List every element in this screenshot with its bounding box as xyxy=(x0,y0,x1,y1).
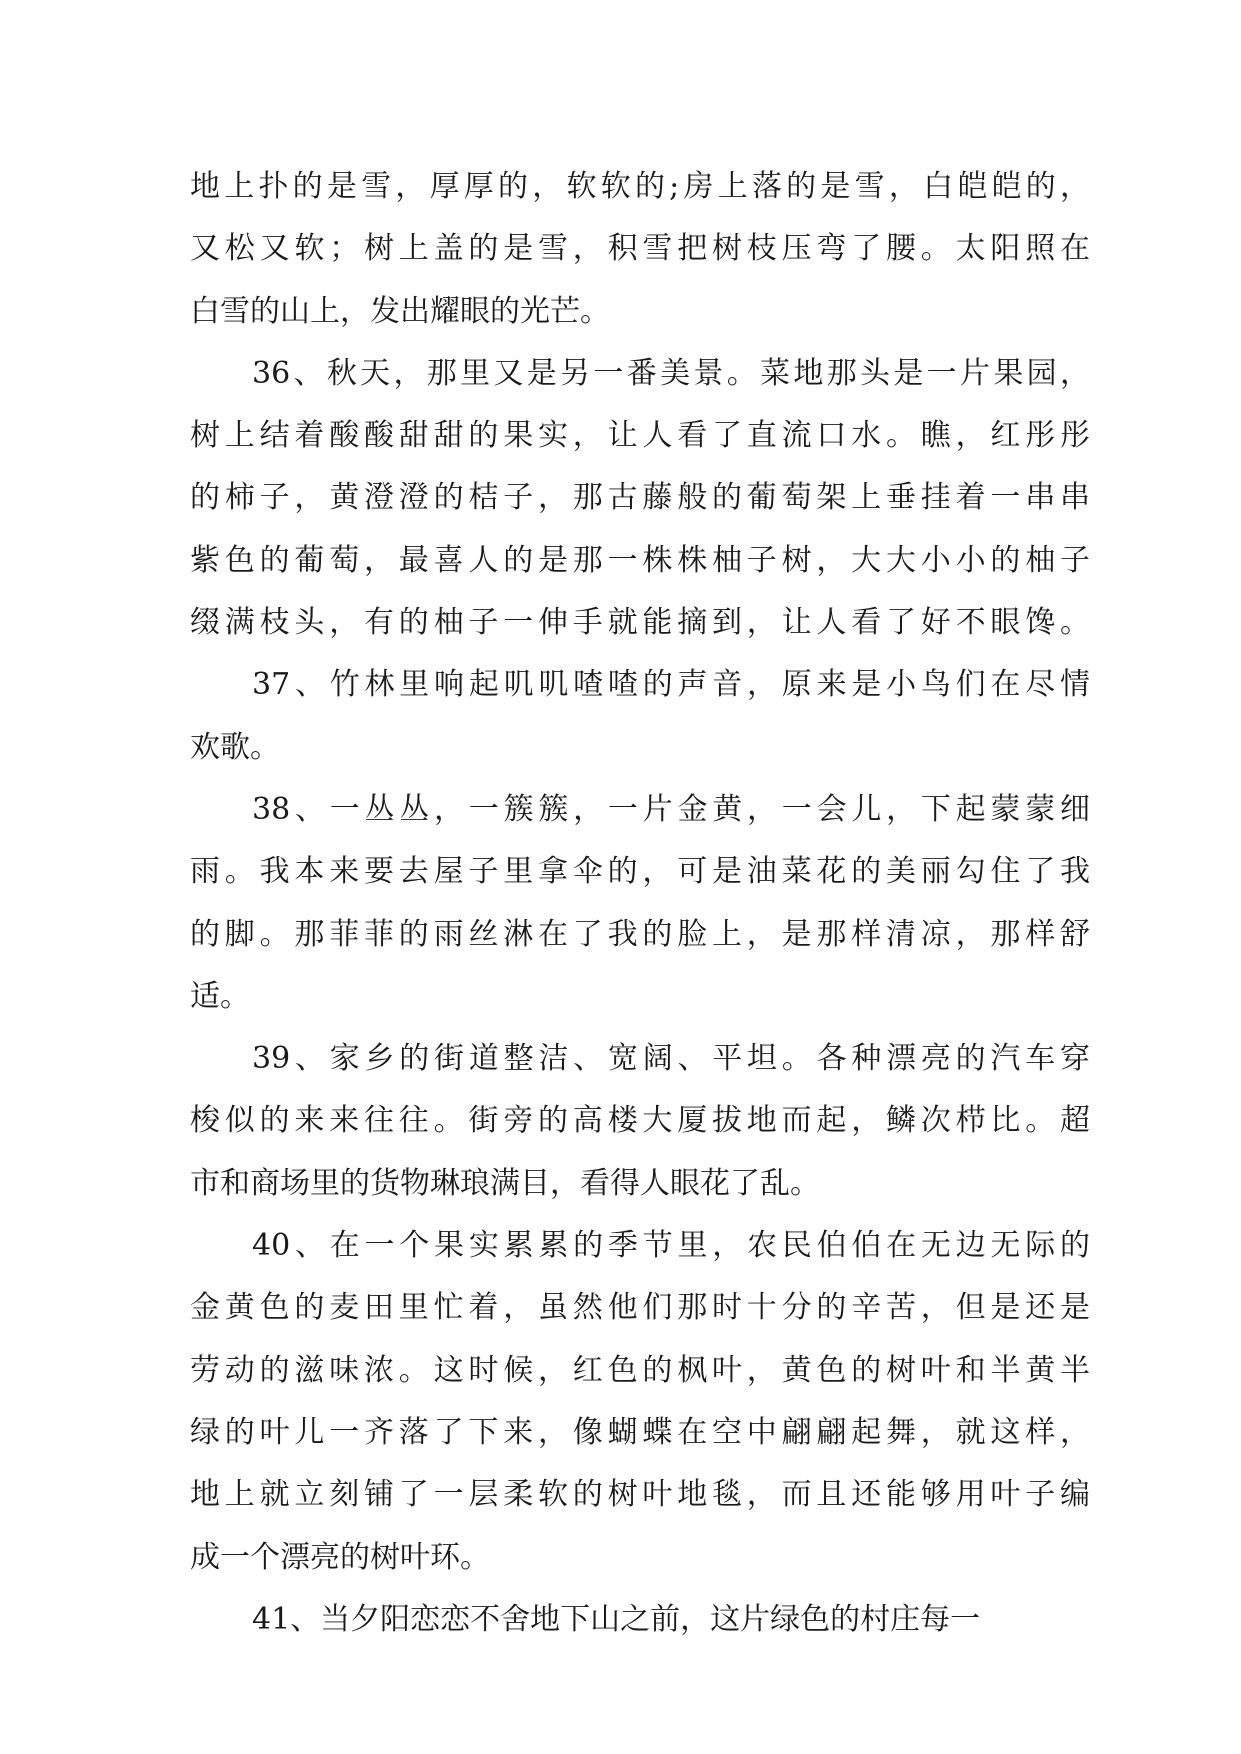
paragraph-41-start: 41、当夕阳恋恋不舍地下山之前，这片绿色的村庄每一 xyxy=(252,1601,981,1637)
text-line: 白雪的山上，发出耀眼的光芒。 xyxy=(190,293,610,329)
paragraph-37-start: 37、竹林里响起叽叽喳喳的声音，原来是小鸟们在尽情 xyxy=(252,667,1090,703)
text-line: 雨。我本来要去屋子里拿伞的，可是油菜花的美丽勾住了我 xyxy=(190,854,1090,890)
text-line: 欢歌。 xyxy=(190,729,280,765)
paragraph-39-start: 39、家乡的街道整洁、宽阔、平坦。各种漂亮的汽车穿 xyxy=(252,1041,1090,1077)
text-line: 的脚。那菲菲的雨丝淋在了我的脸上，是那样清凉，那样舒 xyxy=(190,916,1090,952)
text-line: 紫色的葡萄，最喜人的是那一株株柚子树，大大小小的柚子 xyxy=(190,542,1090,578)
text-line: 市和商场里的货物琳琅满目，看得人眼花了乱。 xyxy=(190,1165,820,1201)
text-line: 适。 xyxy=(190,978,250,1014)
paragraph-40-start: 40、在一个果实累累的季节里，农民伯伯在无边无际的 xyxy=(252,1228,1090,1264)
paragraph-36-start: 36、秋天，那里又是另一番美景。菜地那头是一片果园， xyxy=(252,355,1090,391)
paragraph-38-start: 38、一丛丛，一簇簇，一片金黄，一会儿，下起蒙蒙细 xyxy=(252,791,1090,827)
text-line: 劳动的滋味浓。这时候，红色的枫叶，黄色的树叶和半黄半 xyxy=(190,1352,1090,1388)
text-line: 绿的叶儿一齐落了下来，像蝴蝶在空中翩翩起舞，就这样， xyxy=(190,1414,1090,1450)
text-line: 成一个漂亮的树叶环。 xyxy=(190,1539,490,1575)
text-line: 地上扑的是雪，厚厚的，软软的;房上落的是雪，白皑皑的， xyxy=(190,169,1090,204)
text-line: 地上就立刻铺了一层柔软的树叶地毯，而且还能够用叶子编 xyxy=(190,1477,1090,1513)
text-line: 树上结着酸酸甜甜的果实，让人看了直流口水。瞧，红彤彤 xyxy=(190,418,1090,454)
text-line: 又松又软；树上盖的是雪，积雪把树枝压弯了腰。太阳照在 xyxy=(190,231,1090,267)
text-line: 梭似的来来往往。街旁的高楼大厦拔地而起，鳞次栉比。超 xyxy=(190,1103,1090,1139)
document-body xyxy=(190,156,1090,1651)
text-line: 的柿子，黄澄澄的桔子，那古藤般的葡萄架上垂挂着一串串 xyxy=(190,480,1090,516)
text-line: 缀满枝头，有的柚子一伸手就能摘到，让人看了好不眼馋。 xyxy=(190,605,1090,641)
text-line: 金黄色的麦田里忙着，虽然他们那时十分的辛苦，但是还是 xyxy=(190,1290,1090,1326)
